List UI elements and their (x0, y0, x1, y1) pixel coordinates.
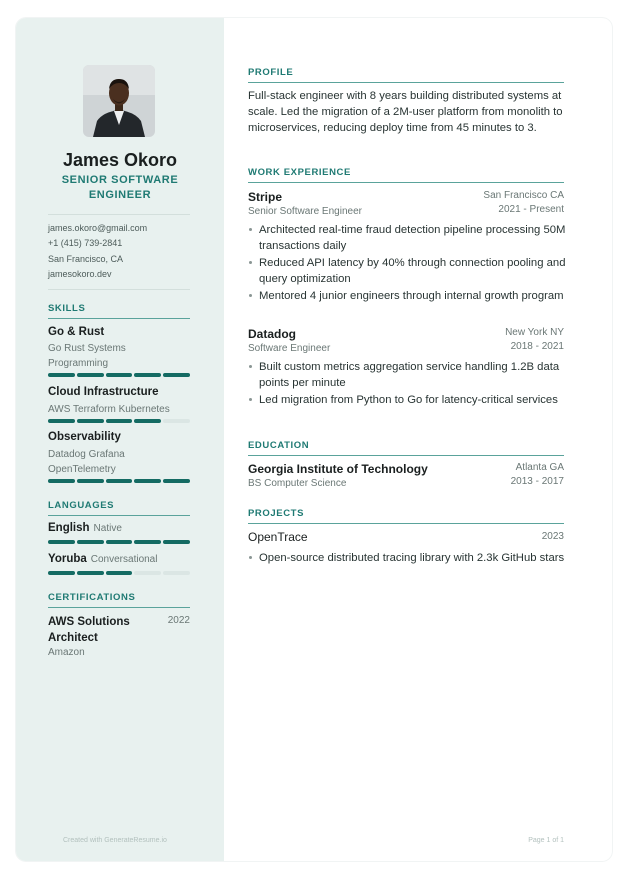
contact-email[interactable]: james.okoro@gmail.com (48, 223, 148, 233)
level-segment (134, 540, 161, 544)
profile-photo (83, 65, 155, 137)
level-segment (77, 419, 104, 423)
level-segment (48, 479, 75, 483)
list-item: Mentored 4 junior engineers through internal growth program (248, 288, 566, 304)
level-segment (134, 419, 161, 423)
skill-level-bar (48, 373, 190, 377)
language-item (48, 522, 122, 534)
footer-credit: Created with GenerateResume.io (63, 837, 167, 844)
language-name: English (48, 522, 90, 534)
contact-location: San Francisco, CA (48, 254, 124, 264)
level-segment (106, 540, 133, 544)
education-school: Georgia Institute of Technology (248, 462, 428, 476)
level-segment (134, 373, 161, 377)
profile-text: Full-stack engineer with 8 years building distributed systems at scale. Led the migration of a 2M-user platform from monolith to microservices, reducing deploy time from 45 minutes to 3. (248, 90, 563, 134)
job-company: Stripe (248, 190, 283, 204)
contact-phone: +1 (415) 739-2841 (48, 238, 123, 248)
skill-name: Cloud Infrastructure (48, 386, 159, 398)
profile-heading: PROFILE (248, 67, 564, 83)
experience-heading: WORK EXPERIENCE (248, 167, 564, 183)
skills-heading: SKILLS (48, 303, 190, 319)
level-segment (48, 571, 75, 575)
contact-website[interactable]: jamesokoro.dev (48, 269, 112, 279)
resume-page (16, 18, 612, 861)
person-name: James Okoro (62, 150, 178, 170)
certification-issuer: Amazon (48, 647, 85, 658)
divider (48, 214, 190, 215)
level-segment (106, 479, 133, 483)
certification-year: 2022 (167, 615, 190, 626)
skill-keywords: Go Rust Systems Programming (48, 343, 126, 369)
level-segment (106, 373, 133, 377)
job-role: Software Engineer (248, 343, 331, 354)
job-company: Datadog (248, 327, 296, 341)
skill-level-bar (48, 479, 190, 483)
project-name: OpenTrace (248, 530, 308, 544)
job-dates: 2021 - Present (498, 204, 564, 215)
page-number: Page 1 of 1 (528, 837, 564, 844)
education-location: Atlanta GA (515, 462, 564, 473)
level-segment (163, 479, 190, 483)
level-segment (48, 419, 75, 423)
job-title: SENIOR SOFTWARE ENGINEER (61, 174, 179, 201)
level-segment (134, 571, 161, 575)
list-item: Reduced API latency by 40% through connection pooling and query optimization (248, 255, 566, 287)
level-segment (48, 540, 75, 544)
level-segment (163, 540, 190, 544)
job-role: Senior Software Engineer (248, 206, 362, 217)
education-degree: BS Computer Science (248, 478, 347, 489)
level-segment (77, 373, 104, 377)
list-item: Built custom metrics aggregation service handling 1.2B data points per minute (248, 359, 566, 391)
job-bullets (248, 222, 566, 305)
list-item: Architected real-time fraud detection pipeline processing 50M transactions daily (248, 222, 566, 254)
level-segment (77, 540, 104, 544)
list-item: Led migration from Python to Go for latency-critical services (248, 392, 566, 408)
language-name: Yoruba (48, 553, 87, 565)
level-segment (163, 571, 190, 575)
language-level: Conversational (90, 554, 158, 565)
job-dates: 2018 - 2021 (510, 341, 564, 352)
level-segment (48, 373, 75, 377)
job-location: New York NY (505, 327, 564, 338)
level-segment (106, 571, 133, 575)
project-bullets (248, 550, 566, 567)
level-segment (163, 373, 190, 377)
language-level-bar (48, 571, 190, 575)
job-location: San Francisco CA (483, 190, 564, 201)
skill-name: Go & Rust (48, 326, 105, 338)
language-level: Native (93, 523, 122, 534)
languages-heading: LANGUAGES (48, 500, 190, 516)
project-year: 2023 (541, 531, 564, 542)
list-item: Open-source distributed tracing library with 2.3k GitHub stars (248, 550, 566, 566)
level-segment (106, 419, 133, 423)
sidebar (16, 18, 224, 861)
divider (48, 289, 190, 290)
education-heading: EDUCATION (248, 440, 564, 456)
skill-keywords: AWS Terraform Kubernetes (48, 404, 170, 415)
certification-name: AWS Solutions Architect (48, 616, 130, 644)
projects-heading: PROJECTS (248, 508, 564, 524)
language-level-bar (48, 540, 190, 544)
level-segment (163, 419, 190, 423)
level-segment (77, 571, 104, 575)
skill-level-bar (48, 419, 190, 423)
language-item (48, 553, 157, 565)
education-dates: 2013 - 2017 (510, 476, 564, 487)
level-segment (77, 479, 104, 483)
job-bullets (248, 359, 566, 409)
level-segment (134, 479, 161, 483)
skill-keywords: Datadog Grafana OpenTelemetry (48, 449, 125, 475)
skill-name: Observability (48, 431, 121, 443)
certifications-heading: CERTIFICATIONS (48, 592, 190, 608)
